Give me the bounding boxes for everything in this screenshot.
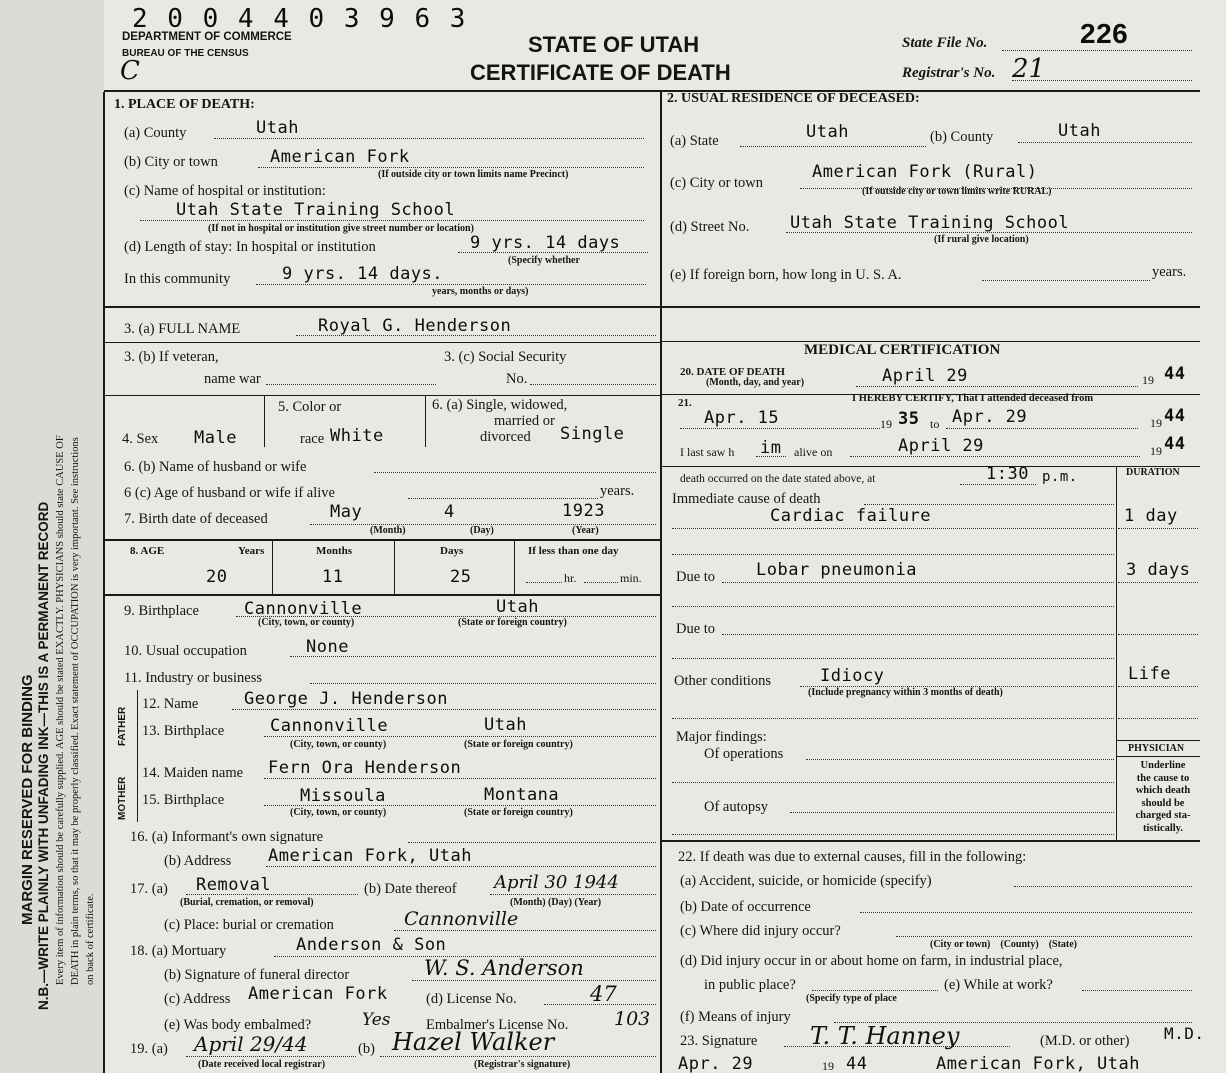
signature-date: Apr. 29 (678, 1054, 754, 1073)
industry-label: 11. Industry or business (124, 670, 263, 686)
mother-name-label: 14. Maiden name (142, 765, 244, 781)
received-label: 19. (a) (130, 1041, 168, 1057)
res-foreign-label: (e) If foreign born, how long in U. S. A. (670, 267, 902, 283)
certify-number: 21. (678, 397, 692, 409)
immediate-duration-value: 1 day (1124, 506, 1178, 526)
physician-note-line: charged sta- (1135, 810, 1191, 821)
age-days-label: Days (440, 545, 464, 557)
res-city-label: (c) City or town (670, 175, 764, 191)
marital-label-1: 6. (a) Single, widowed, (432, 397, 568, 413)
other-conditions-note: (Include pregnancy within 3 months of death) (808, 687, 1003, 698)
received-note: (Date received local registrar) (198, 1059, 326, 1070)
title-state: STATE OF UTAH (528, 32, 700, 57)
received-date-value: April 29/44 (194, 1032, 308, 1056)
age-days-value: 25 (450, 567, 472, 587)
full-name-value: Royal G. Henderson (318, 316, 512, 336)
color-label-2: race (300, 431, 325, 447)
res-foreign-unit: years. (1152, 264, 1187, 280)
full-name-label: 3. (a) FULL NAME (124, 321, 241, 337)
external-causes-label: 22. If death was due to external causes, fill in the following: (678, 849, 1027, 865)
signature-md: M.D. (1164, 1024, 1205, 1043)
removal-note: (Burial, cremation, or removal) (180, 897, 314, 908)
birth-month-note: (Month) (370, 525, 406, 536)
attended-from-year: 35 (898, 409, 920, 429)
director-address-label: (c) Address (164, 991, 231, 1007)
from-year-prefix: 19 (880, 417, 892, 431)
physician-tag: PHYSICIAN (1128, 743, 1185, 754)
state-file-number: 226 (1080, 18, 1129, 49)
place-of-death-heading: 1. PLACE OF DEATH: (114, 97, 255, 112)
mother-birthplace-label: 15. Birthplace (142, 792, 225, 808)
pod-hospital-label: (c) Name of hospital or institution: (124, 183, 326, 199)
spouse-age-label: 6 (c) Age of husband or wife if alive (124, 485, 335, 501)
physician-signature: T. T. Hanney (810, 1022, 960, 1050)
mother-bp-city-value: Missoula (300, 786, 386, 806)
physician-note-line: should be (1141, 797, 1185, 809)
license-value: 47 (590, 982, 617, 1006)
autopsy-label: Of autopsy (704, 799, 769, 815)
res-street-value: Utah State Training School (790, 213, 1070, 233)
marital-label-2: married or (494, 413, 555, 429)
residence-heading: 2. USUAL RESIDENCE OF DECEASED: (667, 91, 920, 106)
removal-date-label: (b) Date thereof (364, 881, 457, 897)
father-name-value: George J. Henderson (244, 689, 448, 709)
death-time-value: 1:30 (986, 464, 1029, 484)
burial-place-label: (c) Place: burial or cremation (164, 917, 334, 933)
due-to-1-value: Lobar pneumonia (756, 560, 918, 580)
physician-note-line: tistically. (1143, 822, 1183, 834)
spouse-age-unit: years. (600, 483, 635, 499)
registrar-signature-note: (Registrar's signature) (474, 1059, 571, 1070)
removal-value: Removal (196, 875, 272, 895)
sex-label: 4. Sex (122, 431, 159, 447)
birthplace-city-value: Cannonville (244, 599, 363, 619)
funeral-director-signature: W. S. Anderson (424, 956, 584, 980)
other-duration-value: Life (1128, 664, 1171, 684)
informant-address-label: (b) Address (164, 853, 232, 869)
attended-to-year: 44 (1164, 406, 1186, 426)
age-years-value: 20 (206, 567, 228, 587)
birthplace-note-1: (City, town, or county) (258, 617, 355, 628)
death-time-pm: p.m. (1042, 469, 1078, 485)
father-bp-state-value: Utah (484, 715, 527, 735)
age-months-value: 11 (322, 567, 344, 587)
pod-stay-label: (d) Length of stay: In hospital or institution (124, 239, 376, 255)
other-conditions-label: Other conditions (674, 673, 772, 689)
age-less-label: If less than one day (528, 545, 619, 557)
registrar-number-label: Registrar's No. (902, 65, 996, 81)
social-security-label: 3. (c) Social Security (444, 349, 567, 365)
to-year-prefix: 19 (1150, 416, 1162, 430)
res-state-label: (a) State (670, 133, 719, 149)
father-bp-note-1: (City, town, or county) (290, 739, 387, 750)
mortuary-label: 18. (a) Mortuary (130, 943, 227, 959)
marital-label-3: divorced (480, 429, 531, 445)
pod-county-label: (a) County (124, 125, 187, 141)
physician-note (1120, 760, 1206, 835)
last-saw-pronoun: im (760, 438, 782, 458)
color-value: White (330, 426, 384, 446)
title-certificate: CERTIFICATE OF DEATH (470, 60, 731, 85)
age-months-label: Months (316, 545, 353, 557)
birth-date-label: 7. Birth date of deceased (124, 511, 268, 527)
physician-note-line: which death (1135, 785, 1191, 796)
external-c-label: (c) Where did injury occur? (680, 923, 841, 939)
signature-label: 23. Signature (680, 1033, 758, 1049)
res-county-value: Utah (1058, 121, 1101, 141)
pod-hospital-value: Utah State Training School (176, 200, 456, 220)
father-tag: FATHER (117, 706, 128, 746)
pod-hospital-note: (If not in hospital or institution give street number or location) (208, 223, 474, 234)
external-b-label: (b) Date of occurrence (680, 899, 811, 915)
due-to-2-label: Due to (676, 621, 716, 637)
pod-community-note: years, months or days) (432, 286, 529, 297)
min-label: min. (620, 571, 642, 585)
bureau-label: BUREAU OF THE CENSUS (122, 48, 249, 59)
occupation-value: None (306, 637, 349, 657)
birth-year-value: 1923 (562, 501, 605, 521)
director-address-value: American Fork (248, 984, 388, 1004)
external-d-label-2: in public place? (704, 977, 796, 993)
embalmed-label: (e) Was body embalmed? (164, 1017, 312, 1033)
informant-address-value: American Fork, Utah (268, 846, 472, 866)
external-f-label: (f) Means of injury (680, 1009, 791, 1025)
margin-instructions-1: Every item of information should be carefully supplied. AGE should be stated EXACTLY. PHYSICIANS should state CAUSE OF (55, 435, 66, 985)
res-city-value: American Fork (Rural) (812, 162, 1038, 182)
last-saw-date-value: April 29 (898, 436, 984, 456)
res-city-note: (If outside city or town limits write RURAL) (862, 186, 1052, 197)
mother-bp-note-1: (City, town, or county) (290, 807, 387, 818)
margin-permanent-text: N.B.—WRITE PLAINLY WITH UNFADING INK—THIS IS A PERMANENT RECORD (36, 501, 51, 1010)
pod-city-label: (b) City or town (124, 154, 218, 170)
father-birthplace-label: 13. Birthplace (142, 723, 225, 739)
margin-binding-text: MARGIN RESERVED FOR BINDING (19, 674, 36, 925)
alive-on-label: alive on (794, 445, 833, 459)
birth-day-note: (Day) (470, 525, 494, 536)
last-saw-year-value: 44 (1164, 434, 1186, 454)
registrar-signature-label: (b) (358, 1041, 375, 1057)
embalmer-license-label: Embalmer's License No. (426, 1017, 569, 1033)
department-label: DEPARTMENT OF COMMERCE (122, 31, 292, 43)
registrar-number: 21 (1012, 54, 1046, 84)
signature-address: American Fork, Utah (936, 1054, 1140, 1073)
pod-city-value: American Fork (270, 147, 410, 167)
informant-signature-label: 16. (a) Informant's own signature (130, 829, 324, 845)
hr-label: hr. (564, 571, 577, 585)
physician-note-line: the cause to (1136, 772, 1190, 784)
license-label: (d) License No. (426, 991, 517, 1007)
external-c-note: (City or town) (County) (State) (930, 939, 1078, 950)
birthplace-note-2: (State or foreign country) (458, 617, 567, 628)
pod-community-value: 9 yrs. 14 days. (282, 264, 444, 284)
physician-note-line: Underline (1140, 760, 1186, 771)
death-year-prefix: 19 (1142, 373, 1154, 387)
funeral-director-label: (b) Signature of funeral director (164, 967, 350, 983)
birth-day-value: 4 (444, 502, 455, 522)
removal-label: 17. (a) (130, 881, 168, 897)
father-name-label: 12. Name (142, 696, 199, 712)
registrar-signature: Hazel Walker (392, 1028, 555, 1056)
pod-city-note: (If outside city or town limits name Precinct) (378, 169, 569, 180)
mother-bp-note-2: (State or foreign country) (464, 807, 573, 818)
date-of-death-note: (Month, day, and year) (706, 377, 805, 388)
veteran-label: 3. (b) If veteran, (124, 349, 219, 365)
to-label: to (930, 417, 940, 431)
other-conditions-value: Idiocy (820, 666, 885, 686)
birthplace-label: 9. Birthplace (124, 603, 199, 619)
pod-county-value: Utah (256, 118, 299, 138)
removal-date-value: April 30 1944 (494, 872, 619, 893)
certify-text: I HEREBY CERTIFY, That I attended deceased from (852, 393, 1094, 404)
pod-community-label: In this community (124, 271, 231, 287)
major-findings-label: Major findings: (676, 729, 767, 745)
pod-stay-value: 9 yrs. 14 days (470, 233, 621, 253)
death-occurred-label: death occurred on the date stated above, at (680, 473, 876, 485)
embalmer-license-value: 103 (614, 1008, 651, 1030)
operations-label: Of operations (704, 746, 784, 762)
res-street-note: (If rural give location) (934, 234, 1029, 245)
handwritten-mark: C (120, 56, 140, 86)
res-street-label: (d) Street No. (670, 219, 750, 235)
immediate-cause-value: Cardiac failure (770, 506, 932, 526)
immediate-cause-label: Immediate cause of death (672, 491, 821, 507)
attended-to-value: Apr. 29 (952, 407, 1028, 427)
state-file-label: State File No. (902, 35, 988, 51)
marital-value: Single (560, 424, 625, 444)
due-to-1-label: Due to (676, 569, 716, 585)
external-d-label-1: (d) Did injury occur in or about home on farm, in industrial place, (680, 953, 1063, 969)
birth-month-value: May (330, 502, 363, 522)
date-of-death-value: April 29 (882, 366, 968, 386)
birthplace-state-value: Utah (496, 597, 539, 617)
embalmed-value: Yes (362, 1010, 391, 1030)
father-bp-note-2: (State or foreign country) (464, 739, 573, 750)
sex-value: Male (194, 428, 237, 448)
mother-name-value: Fern Ora Henderson (268, 758, 462, 778)
res-county-label: (b) County (930, 129, 994, 145)
burial-place-value: Cannonville (404, 908, 519, 930)
color-label-1: 5. Color or (278, 399, 342, 415)
birth-year-note: (Year) (572, 525, 599, 536)
external-e-label: (e) While at work? (944, 977, 1053, 993)
removal-date-note: (Month) (Day) (Year) (510, 897, 602, 908)
mother-bp-state-value: Montana (484, 785, 560, 805)
occupation-label: 10. Usual occupation (124, 643, 247, 659)
document-number: 2 0 0 4 4 0 3 9 6 3 (132, 4, 468, 34)
medical-certification-heading: MEDICAL CERTIFICATION (804, 342, 1001, 358)
signature-year-prefix: 19 (822, 1059, 834, 1073)
signature-suffix: (M.D. or other) (1040, 1033, 1130, 1049)
war-label: name war (204, 371, 261, 387)
due-to-1-duration: 3 days (1126, 560, 1191, 580)
duration-label: DURATION (1126, 467, 1180, 478)
last-saw-year-prefix: 19 (1150, 444, 1162, 458)
mother-tag: MOTHER (117, 776, 128, 820)
father-bp-city-value: Cannonville (270, 716, 389, 736)
external-a-label: (a) Accident, suicide, or homicide (specify) (680, 873, 932, 889)
last-saw-label: I last saw h (680, 445, 735, 459)
attended-from-value: Apr. 15 (704, 408, 780, 428)
mortuary-value: Anderson & Son (296, 935, 447, 955)
death-year-value: 44 (1164, 364, 1186, 384)
date-of-death-label: 20. DATE OF DEATH (680, 366, 785, 378)
margin-instructions-2: DEATH in plain terms, so that it may be properly classified. Exact statement of OCCUPATION is very important. See instructions (70, 437, 81, 985)
spouse-name-label: 6. (b) Name of husband or wife (124, 459, 307, 475)
pod-stay-note: (Specify whether (508, 255, 580, 266)
age-years-label: Years (238, 545, 265, 557)
res-state-value: Utah (806, 122, 849, 142)
ss-no-label: No. (506, 371, 528, 387)
signature-year: 44 (846, 1054, 868, 1073)
external-d-note: (Specify type of place (806, 993, 897, 1004)
margin-instructions-3: on back of certificate. (85, 893, 96, 985)
age-label: 8. AGE (130, 545, 165, 557)
